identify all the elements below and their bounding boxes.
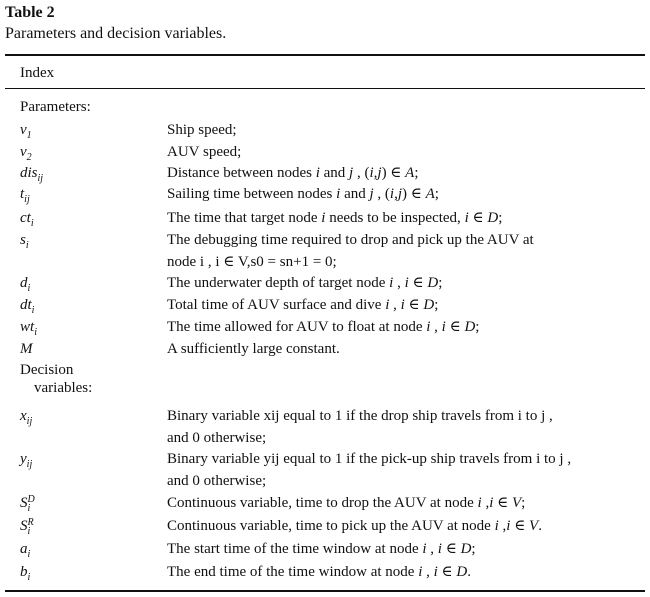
- row-description: The underwater depth of target node i , i ∈ D;: [167, 275, 443, 291]
- header-rule: [5, 88, 645, 89]
- row-description: The start time of the time window at node i , i ∈ D;: [167, 541, 476, 557]
- table-caption: [5, 2, 226, 44]
- row-symbol: t ij: [20, 186, 30, 205]
- section-decision-line1: Decision: [20, 362, 74, 378]
- row-description: Distance between nodes i and j , (i,j) ∈ A;: [167, 165, 419, 181]
- row-description: Ship speed;: [167, 122, 237, 138]
- row-description: The end time of the time window at node i , i ∈ D.: [167, 564, 471, 580]
- row-symbol: ct i: [20, 210, 34, 229]
- row-description: Continuous variable, time to drop the AUV at node i ,i ∈ V;: [167, 495, 526, 511]
- row-symbol: S R i: [20, 516, 34, 537]
- row-description: The debugging time required to drop and pick up the AUV at node i , i ∈ V,s0 = sn+1 = 0;: [167, 232, 534, 270]
- section-decision-line2: variables:: [34, 380, 93, 396]
- row-symbol: s i: [20, 232, 29, 251]
- top-rule: [5, 54, 645, 56]
- row-symbol: wt i: [20, 319, 37, 338]
- row-symbol: M: [20, 341, 33, 357]
- table-title: Parameters and decision variables.: [5, 25, 227, 42]
- section-decision: [20, 361, 92, 397]
- row-description: A sufficiently large constant.: [167, 341, 340, 357]
- row-symbol: a i: [20, 541, 31, 560]
- row-description: The time that target node i needs to be inspected, i ∈ D;: [167, 210, 503, 226]
- row-symbol: dis ij: [20, 165, 44, 184]
- row-symbol: v 1: [20, 122, 32, 141]
- section-parameters: Parameters:: [20, 99, 91, 115]
- row-symbol: v 2: [20, 144, 32, 163]
- row-symbol: y ij: [20, 451, 33, 470]
- row-symbol: b i: [20, 564, 31, 583]
- row-description: AUV speed;: [167, 144, 242, 160]
- table-label: Table 2: [5, 4, 55, 21]
- row-symbol: dt i: [20, 297, 35, 316]
- row-symbol: x ij: [20, 408, 33, 427]
- row-description: Sailing time between nodes i and j , (i,j) ∈ A;: [167, 186, 439, 202]
- row-symbol: S D i: [20, 493, 35, 514]
- row-description: Continuous variable, time to pick up the AUV at node i ,i ∈ V.: [167, 518, 542, 534]
- row-description: Binary variable yij equal to 1 if the pick-up ship travels from i to j , and 0 otherwise;: [167, 451, 572, 489]
- row-symbol: d i: [20, 275, 31, 294]
- header-index: Index: [20, 65, 55, 81]
- row-description: Binary variable xij equal to 1 if the drop ship travels from i to j , and 0 otherwise;: [167, 408, 553, 446]
- row-description: Total time of AUV surface and dive i , i ∈ D;: [167, 297, 439, 313]
- bottom-rule: [5, 590, 645, 592]
- row-description: The time allowed for AUV to float at node i , i ∈ D;: [167, 319, 480, 335]
